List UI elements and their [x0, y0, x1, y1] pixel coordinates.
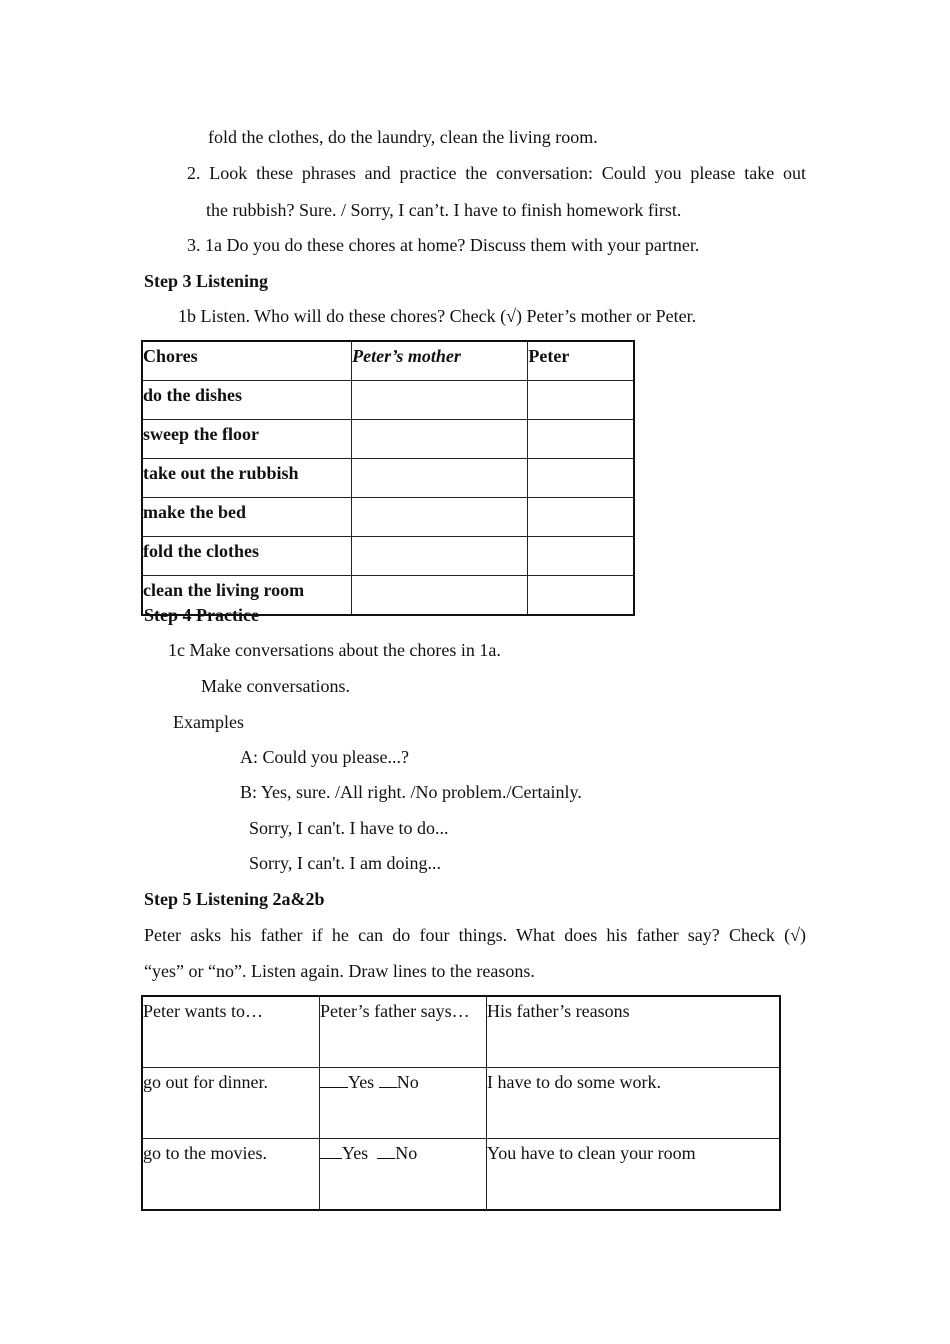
header-cell: Peter: [528, 341, 634, 381]
check-cell: [352, 420, 528, 459]
reason-cell: I have to do some work.: [487, 1068, 781, 1139]
chore-cell: make the bed: [142, 498, 352, 537]
father-table: [141, 995, 781, 1211]
no-label: No: [396, 1072, 419, 1092]
text-line: Peter asks his father if he can do four things. What does his father say? Check (√): [144, 925, 806, 945]
table-row: [142, 420, 634, 459]
text-line: fold the clothes, do the laundry, clean the living room.: [208, 127, 598, 147]
table-row: [142, 1068, 780, 1139]
want-cell: go out for dinner.: [142, 1068, 320, 1139]
section-heading: Step 5 Listening 2a&2b: [144, 889, 325, 909]
chore-cell: take out the rubbish: [142, 459, 352, 498]
section-heading: Step 3 Listening: [144, 271, 269, 291]
table-row: [142, 498, 634, 537]
text-line: 2. Look these phrases and practice the conversation: Could you please take out: [187, 163, 806, 183]
no-blank[interactable]: [377, 1142, 395, 1159]
check-cell: [528, 498, 634, 537]
check-cell: [352, 381, 528, 420]
chore-cell: fold the clothes: [142, 537, 352, 576]
table-row: [142, 537, 634, 576]
text-line: Sorry, I can't. I have to do...: [249, 818, 449, 838]
reason-cell: You have to clean your room: [487, 1139, 781, 1211]
header-cell: Peter’s father says…: [320, 996, 487, 1068]
answer-cell: [320, 1139, 487, 1211]
text-line: 1b Listen. Who will do these chores? Check (√) Peter’s mother or Peter.: [178, 306, 697, 326]
header-cell: Chores: [142, 341, 352, 381]
yes-label: Yes: [342, 1143, 369, 1163]
table-row: [142, 381, 634, 420]
header-cell: Peter’s mother: [352, 341, 528, 381]
check-cell: [352, 498, 528, 537]
text-line: the rubbish? Sure. / Sorry, I can’t. I have to finish homework first.: [206, 200, 682, 220]
no-blank[interactable]: [379, 1071, 397, 1088]
table-row: [142, 459, 634, 498]
check-cell: [528, 537, 634, 576]
section-heading: Step 4 Practice: [144, 605, 259, 625]
text-line: Sorry, I can't. I am doing...: [249, 853, 442, 873]
chore-cell: do the dishes: [142, 381, 352, 420]
chore-cell: sweep the floor: [142, 420, 352, 459]
text-line: Make conversations.: [201, 676, 350, 696]
text-line: 1c Make conversations about the chores in 1a.: [168, 640, 501, 660]
yes-blank[interactable]: [320, 1071, 348, 1088]
text-line: B: Yes, sure. /All right. /No problem./Certainly.: [240, 782, 582, 802]
yes-label: Yes: [348, 1072, 375, 1092]
text-line: Examples: [173, 712, 244, 732]
chore-cell: clean the living room: [142, 576, 352, 616]
table-row: [142, 1139, 780, 1211]
check-cell: [352, 459, 528, 498]
table-header-row: [142, 341, 634, 381]
text-line: “yes” or “no”. Listen again. Draw lines to the reasons.: [144, 961, 535, 981]
check-cell: [528, 576, 634, 616]
want-cell: go to the movies.: [142, 1139, 320, 1211]
check-cell: [528, 459, 634, 498]
text-line: 3. 1a Do you do these chores at home? Discuss them with your partner.: [187, 235, 700, 255]
check-cell: [352, 537, 528, 576]
table-header-row: [142, 996, 780, 1068]
header-cell: Peter wants to…: [142, 996, 320, 1068]
yes-blank[interactable]: [320, 1142, 342, 1159]
text-line: A: Could you please...?: [240, 747, 409, 767]
check-cell: [528, 420, 634, 459]
header-cell: His father’s reasons: [487, 996, 781, 1068]
chores-table: [141, 340, 635, 616]
check-cell: [528, 381, 634, 420]
answer-cell: [320, 1068, 487, 1139]
no-label: No: [395, 1143, 418, 1163]
check-cell: [352, 576, 528, 616]
